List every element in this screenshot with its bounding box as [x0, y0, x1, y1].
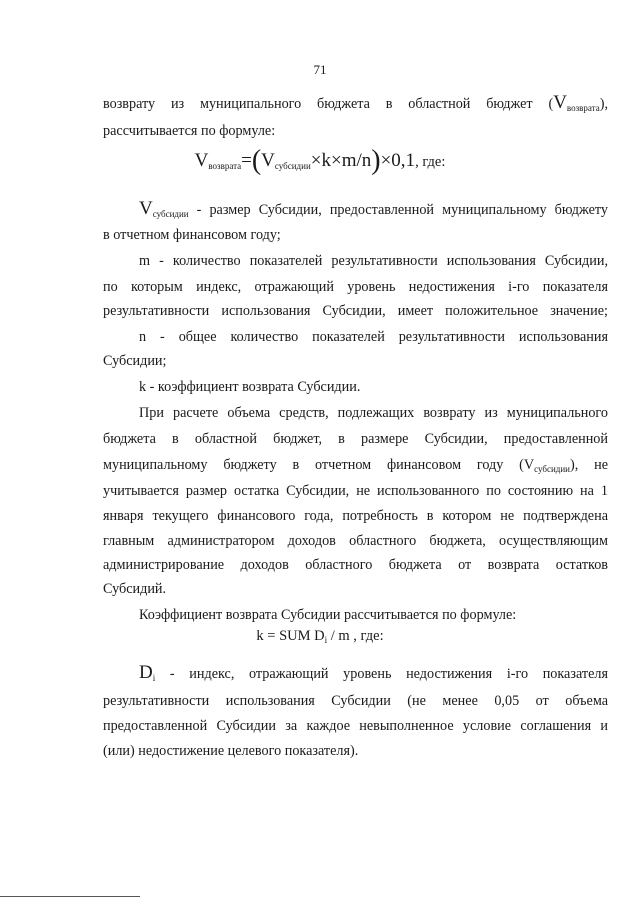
def-v-text: - размер Субсидии, предоставленной муниципальному бюджету [188, 202, 608, 218]
def-d-line-4: (или) недостижение целевого показателя). [103, 743, 359, 759]
def-d-text: - индекс, отражающий уровень недостижения i-го показателя [155, 666, 608, 682]
intro-text: возврату из муниципального бюджета в областной бюджет ( [103, 96, 554, 112]
def-d-line-3: предоставленной Субсидии за каждое невыполненное условие соглашения и [103, 718, 608, 734]
def-m-line-2: по которым индекс, отражающий уровень недостижения i-го показателя [103, 279, 608, 295]
calc-line-1: При расчете объема средств, подлежащих возврату из муниципального [139, 405, 608, 421]
formula-v: V [261, 150, 275, 171]
def-d-symbol: D [139, 662, 153, 683]
def-d-line-1 [103, 660, 608, 691]
v-symbol: V [553, 92, 567, 113]
formula-lhs: V [194, 150, 209, 171]
calc-line-8: Субсидий. [103, 581, 167, 597]
calc-line-3-sub: субсидии [534, 464, 570, 474]
formula-k-sub: i [324, 635, 328, 645]
v-subscript: возврата [566, 103, 600, 113]
def-v-line-2: в отчетном финансовом году; [103, 227, 281, 243]
def-n-line-2: Субсидии; [103, 353, 167, 369]
formula-vozvrata [0, 145, 640, 176]
formula-where: , где: [415, 154, 446, 170]
def-k: k - коэффициент возврата Субсидии. [139, 379, 361, 395]
formula-lhs-sub: возврата [208, 161, 242, 171]
intro-line-1 [103, 90, 608, 121]
formula-close-paren: ) [371, 145, 381, 176]
formula-k-post: / m , где: [327, 628, 384, 644]
calc-line-5: января текущего финансового года, потребность в котором не подтверждена [103, 508, 608, 524]
formula-k-pre: k = SUM D [256, 628, 325, 644]
def-d-line-2: результативности использования Субсидии (не менее 0,05 от объема [103, 693, 608, 709]
def-m-line-3: результативности использования Субсидии, имеет положительное значение; [103, 303, 608, 319]
def-n-line-1: n - общее количество показателей результативности использования [139, 329, 608, 345]
formula-expr: ×k×m/n [310, 150, 372, 171]
calc-line-4: учитывается размер остатка Субсидии, не использованного по состоянию на 1 [103, 483, 608, 499]
formula-tail: ×0,1 [380, 150, 416, 171]
formula-open-paren: ( [251, 145, 262, 176]
intro-line-2: рассчитывается по формуле: [103, 123, 276, 139]
coef-intro: Коэффициент возврата Субсидии рассчитывается по формуле: [139, 607, 517, 623]
footer-rule [0, 896, 140, 897]
calc-line-3-post: ), не [570, 457, 608, 473]
calc-line-6: главным администратором доходов областного бюджета, осуществляющим [103, 533, 608, 549]
calc-line-2: бюджета в областной бюджет, в размере Субсидии, предоставленной [103, 431, 608, 447]
def-m-line-1: m - количество показателей результативности использования Субсидии, [139, 253, 608, 269]
calc-line-3-pre: муниципальному бюджету в отчетном финансовом году (V [103, 457, 535, 473]
def-d-sub: i [152, 673, 156, 683]
formula-v-sub: субсидии [274, 161, 311, 171]
formula-k [0, 628, 640, 645]
formula-eq: = [241, 150, 252, 171]
calc-line-7: администрирование доходов областного бюджета от возврата остатков [103, 557, 608, 573]
def-v-symbol: V [139, 198, 153, 219]
page-number: 71 [313, 62, 327, 77]
def-v-sub: субсидии [152, 209, 189, 219]
intro-close: ), [599, 96, 608, 112]
